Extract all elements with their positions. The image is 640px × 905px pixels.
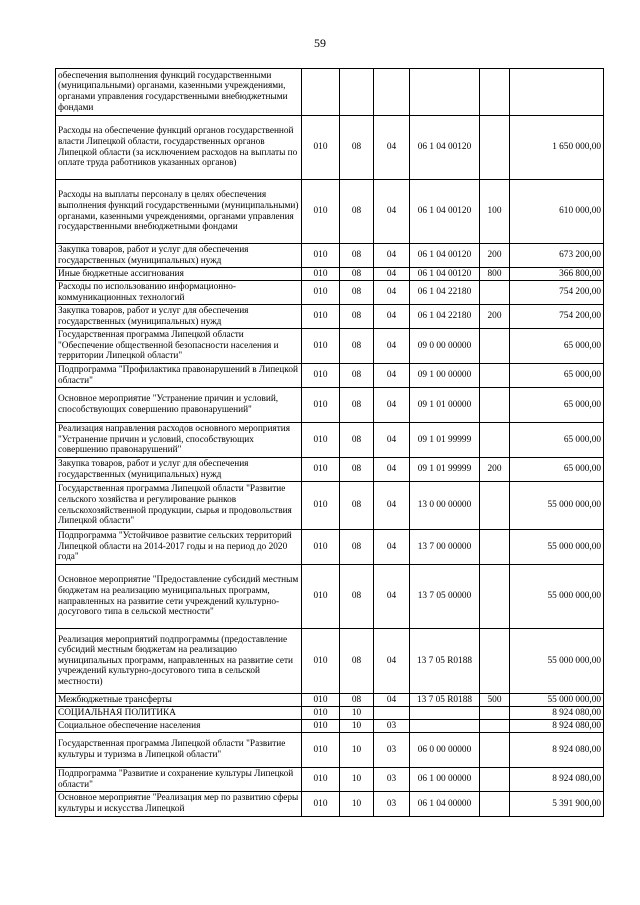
- row-subsection-code: 04: [374, 116, 410, 180]
- row-expense-type: [480, 482, 510, 530]
- row-description: Иные бюджетные ассигнования: [56, 268, 302, 281]
- row-amount: 55 000 000,00: [510, 694, 604, 707]
- table-row: [56, 565, 604, 629]
- row-admin-code: 010: [302, 458, 340, 482]
- row-description: Подпрограмма "Профилактика правонарушений в Липецкой области": [56, 364, 302, 388]
- row-description: Расходы по использованию информационно-коммуникационных технологий: [56, 281, 302, 305]
- row-admin-code: 010: [302, 768, 340, 792]
- row-section-code: 08: [340, 305, 374, 329]
- row-expense-type: [480, 388, 510, 423]
- row-target-article: 06 1 04 00120: [410, 180, 480, 244]
- table-row: [56, 305, 604, 329]
- row-admin-code: 010: [302, 720, 340, 733]
- row-amount: 65 000,00: [510, 364, 604, 388]
- table-row: [56, 364, 604, 388]
- row-section-code: 08: [340, 530, 374, 565]
- row-expense-type: [480, 69, 510, 116]
- row-section-code: 08: [340, 423, 374, 458]
- row-amount: 754 200,00: [510, 305, 604, 329]
- row-section-code: 08: [340, 458, 374, 482]
- row-admin-code: 010: [302, 116, 340, 180]
- table-row: [56, 244, 604, 268]
- row-description: Государственная программа Липецкой области "Развитие сельского хозяйства и регулирование рынков сельскохозяйственной продукции, сырья и продовольствия Липецкой области": [56, 482, 302, 530]
- row-subsection-code: [374, 707, 410, 720]
- row-expense-type: [480, 116, 510, 180]
- row-subsection-code: 04: [374, 305, 410, 329]
- row-target-article: 06 0 00 00000: [410, 733, 480, 768]
- row-subsection-code: 04: [374, 694, 410, 707]
- row-admin-code: [302, 69, 340, 116]
- row-expense-type: [480, 629, 510, 694]
- row-amount: 65 000,00: [510, 388, 604, 423]
- table-row: [56, 530, 604, 565]
- row-expense-type: [480, 733, 510, 768]
- table-row: [56, 116, 604, 180]
- row-expense-type: 800: [480, 268, 510, 281]
- row-target-article: 06 1 00 00000: [410, 768, 480, 792]
- row-expense-type: 200: [480, 305, 510, 329]
- row-admin-code: 010: [302, 180, 340, 244]
- table-row: [56, 69, 604, 116]
- row-amount: 55 000 000,00: [510, 482, 604, 530]
- row-section-code: 10: [340, 733, 374, 768]
- row-subsection-code: 04: [374, 458, 410, 482]
- row-expense-type: [480, 768, 510, 792]
- row-target-article: 13 7 05 R0188: [410, 629, 480, 694]
- row-expense-type: [480, 281, 510, 305]
- row-admin-code: 010: [302, 482, 340, 530]
- row-admin-code: 010: [302, 268, 340, 281]
- row-amount: 610 000,00: [510, 180, 604, 244]
- row-subsection-code: 04: [374, 629, 410, 694]
- row-subsection-code: 04: [374, 329, 410, 364]
- row-amount: 5 391 900,00: [510, 792, 604, 817]
- row-target-article: 06 1 04 22180: [410, 305, 480, 329]
- page-number: 59: [314, 36, 326, 50]
- row-subsection-code: 03: [374, 768, 410, 792]
- row-subsection-code: 03: [374, 792, 410, 817]
- row-subsection-code: 04: [374, 281, 410, 305]
- row-expense-type: [480, 423, 510, 458]
- row-amount: 754 200,00: [510, 281, 604, 305]
- row-amount: 673 200,00: [510, 244, 604, 268]
- table-row: [56, 707, 604, 720]
- row-subsection-code: 03: [374, 720, 410, 733]
- row-admin-code: 010: [302, 694, 340, 707]
- row-target-article: 09 1 00 00000: [410, 364, 480, 388]
- table-row: [56, 482, 604, 530]
- row-description: Реализация мероприятий подпрограммы (предоставление субсидий местным бюджетам на реализацию муниципальных программ, направленных на развитие сети учреждений культурно-досугового типа в сельской местности): [56, 629, 302, 694]
- row-target-article: 06 1 04 00000: [410, 792, 480, 817]
- row-subsection-code: 04: [374, 244, 410, 268]
- row-description: Подпрограмма "Развитие и сохранение культуры Липецкой области": [56, 768, 302, 792]
- row-description: Основное мероприятие "Реализация мер по развитию сферы культуры и искусства Липецкой: [56, 792, 302, 817]
- row-target-article: [410, 69, 480, 116]
- row-subsection-code: 04: [374, 180, 410, 244]
- row-section-code: 08: [340, 694, 374, 707]
- row-subsection-code: 04: [374, 482, 410, 530]
- row-amount: 8 924 080,00: [510, 720, 604, 733]
- table-row: [56, 423, 604, 458]
- row-target-article: 06 1 04 22180: [410, 281, 480, 305]
- row-admin-code: 010: [302, 305, 340, 329]
- budget-table: [55, 68, 604, 817]
- table-row: [56, 388, 604, 423]
- row-target-article: 09 1 01 99999: [410, 458, 480, 482]
- row-expense-type: 200: [480, 244, 510, 268]
- row-description: Государственная программа Липецкой области "Обеспечение общественной безопасности населения и территории Липецкой области": [56, 329, 302, 364]
- row-admin-code: 010: [302, 244, 340, 268]
- row-section-code: 10: [340, 768, 374, 792]
- row-expense-type: 200: [480, 458, 510, 482]
- row-description: Расходы на выплаты персоналу в целях обеспечения выполнения функций государственными (муниципальными) органами, казенными учреждениями, органами управления государственными внебюджетными фондами: [56, 180, 302, 244]
- row-expense-type: 500: [480, 694, 510, 707]
- row-expense-type: [480, 364, 510, 388]
- budget-table-body: [56, 69, 604, 817]
- row-description: Подпрограмма "Устойчивое развитие сельских территорий Липецкой области на 2014-2017 годы и на период до 2020 года": [56, 530, 302, 565]
- row-target-article: 09 1 01 99999: [410, 423, 480, 458]
- row-description: Закупка товаров, работ и услуг для обеспечения государственных (муниципальных) нужд: [56, 458, 302, 482]
- table-row: [56, 733, 604, 768]
- row-expense-type: [480, 792, 510, 817]
- row-admin-code: 010: [302, 792, 340, 817]
- row-section-code: 08: [340, 268, 374, 281]
- row-target-article: 06 1 04 00120: [410, 268, 480, 281]
- table-row: [56, 629, 604, 694]
- table-row: [56, 720, 604, 733]
- row-section-code: [340, 69, 374, 116]
- row-admin-code: 010: [302, 329, 340, 364]
- row-section-code: 08: [340, 281, 374, 305]
- row-expense-type: [480, 720, 510, 733]
- row-amount: [510, 69, 604, 116]
- row-admin-code: 010: [302, 707, 340, 720]
- table-row: [56, 329, 604, 364]
- row-subsection-code: 04: [374, 268, 410, 281]
- row-expense-type: [480, 707, 510, 720]
- row-subsection-code: 04: [374, 388, 410, 423]
- row-description: Закупка товаров, работ и услуг для обеспечения государственных (муниципальных) нужд: [56, 244, 302, 268]
- row-admin-code: 010: [302, 281, 340, 305]
- row-description: Основное мероприятие "Предоставление субсидий местным бюджетам на реализацию муниципальных программ, направленных на развитие сети учреждений культурно-досугового типа в сельской местности": [56, 565, 302, 629]
- row-amount: 8 924 080,00: [510, 707, 604, 720]
- row-subsection-code: 04: [374, 530, 410, 565]
- row-amount: 55 000 000,00: [510, 530, 604, 565]
- row-section-code: 08: [340, 629, 374, 694]
- row-subsection-code: 04: [374, 364, 410, 388]
- row-amount: 65 000,00: [510, 423, 604, 458]
- row-expense-type: [480, 530, 510, 565]
- row-target-article: 13 7 05 R0188: [410, 694, 480, 707]
- row-target-article: 13 0 00 00000: [410, 482, 480, 530]
- row-admin-code: 010: [302, 733, 340, 768]
- table-row: [56, 792, 604, 817]
- row-subsection-code: 04: [374, 423, 410, 458]
- row-description: Расходы на обеспечение функций органов государственной власти Липецкой области, государственных органов Липецкой области (за исключением расходов на выплаты по оплате труда работников указанных органов): [56, 116, 302, 180]
- row-subsection-code: 04: [374, 565, 410, 629]
- row-admin-code: 010: [302, 364, 340, 388]
- row-description: обеспечения выполнения функций государственными (муниципальными) органами, казенными учреждениями, органами управления государственными внебюджетными фондами: [56, 69, 302, 116]
- row-target-article: [410, 707, 480, 720]
- row-target-article: [410, 720, 480, 733]
- row-section-code: 10: [340, 707, 374, 720]
- table-row: [56, 694, 604, 707]
- row-section-code: 08: [340, 388, 374, 423]
- row-subsection-code: 03: [374, 733, 410, 768]
- table-row: [56, 458, 604, 482]
- row-subsection-code: [374, 69, 410, 116]
- row-amount: 55 000 000,00: [510, 629, 604, 694]
- row-expense-type: [480, 329, 510, 364]
- row-target-article: 13 7 00 00000: [410, 530, 480, 565]
- row-section-code: 08: [340, 116, 374, 180]
- row-section-code: 08: [340, 482, 374, 530]
- row-description: Реализация направления расходов основного мероприятия "Устранение причин и условий, способствующих совершению правонарушений": [56, 423, 302, 458]
- row-description: Социальное обеспечение населения: [56, 720, 302, 733]
- row-section-code: 08: [340, 244, 374, 268]
- row-amount: 8 924 080,00: [510, 768, 604, 792]
- row-section-code: 08: [340, 180, 374, 244]
- row-section-code: 08: [340, 565, 374, 629]
- row-amount: 366 800,00: [510, 268, 604, 281]
- row-section-code: 08: [340, 329, 374, 364]
- row-admin-code: 010: [302, 388, 340, 423]
- row-description: Закупка товаров, работ и услуг для обеспечения государственных (муниципальных) нужд: [56, 305, 302, 329]
- row-target-article: 13 7 05 00000: [410, 565, 480, 629]
- table-row: [56, 268, 604, 281]
- row-section-code: 08: [340, 364, 374, 388]
- row-admin-code: 010: [302, 565, 340, 629]
- table-row: [56, 768, 604, 792]
- row-amount: 1 650 000,00: [510, 116, 604, 180]
- row-amount: 65 000,00: [510, 458, 604, 482]
- row-target-article: 06 1 04 00120: [410, 116, 480, 180]
- table-row: [56, 180, 604, 244]
- row-expense-type: [480, 565, 510, 629]
- row-amount: 55 000 000,00: [510, 565, 604, 629]
- table-row: [56, 281, 604, 305]
- row-description: СОЦИАЛЬНАЯ ПОЛИТИКА: [56, 707, 302, 720]
- row-target-article: 06 1 04 00120: [410, 244, 480, 268]
- row-description: Государственная программа Липецкой области "Развитие культуры и туризма в Липецкой области": [56, 733, 302, 768]
- row-section-code: 10: [340, 792, 374, 817]
- row-amount: 8 924 080,00: [510, 733, 604, 768]
- row-target-article: 09 0 00 00000: [410, 329, 480, 364]
- row-description: Межбюджетные трансферты: [56, 694, 302, 707]
- row-description: Основное мероприятие "Устранение причин и условий, способствующих совершению правонарушений": [56, 388, 302, 423]
- row-admin-code: 010: [302, 629, 340, 694]
- row-target-article: 09 1 01 00000: [410, 388, 480, 423]
- row-admin-code: 010: [302, 423, 340, 458]
- row-amount: 65 000,00: [510, 329, 604, 364]
- row-section-code: 10: [340, 720, 374, 733]
- row-admin-code: 010: [302, 530, 340, 565]
- row-expense-type: 100: [480, 180, 510, 244]
